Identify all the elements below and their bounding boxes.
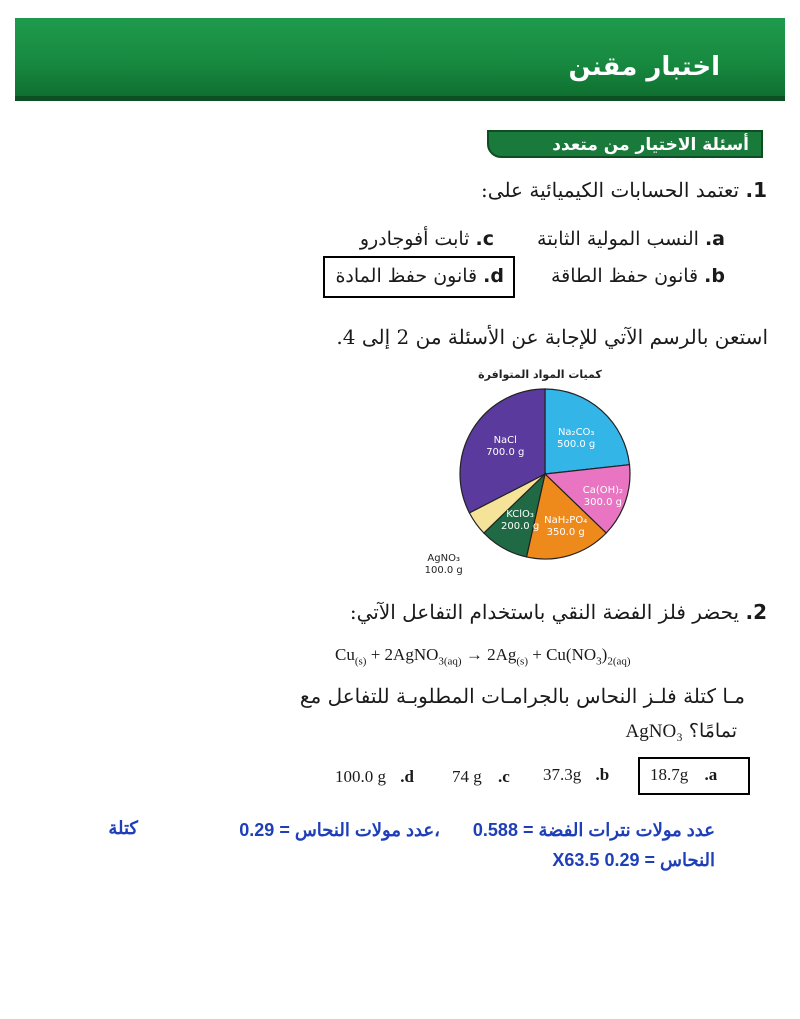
q1-option-b-text: قانون حفظ الطاقة	[551, 265, 699, 287]
q1-option-c-text: ثابت أفوجادرو	[359, 228, 470, 250]
q2-option-c-value: 74 g	[452, 767, 482, 786]
slice-label: AgNO₃	[427, 552, 460, 564]
solution-line1-part2: ،عدد مولات النحاس = 0.29	[239, 820, 440, 840]
q2-formula: AgNO₃	[625, 721, 683, 742]
instruction-text: استعن بالرسم الآتي للإجابة عن الأسئلة من 2 إلى 4.	[336, 325, 768, 349]
q1-option-d[interactable]	[335, 265, 504, 287]
solution-line1-part1: عدد مولات نترات الفضة = 0.588	[472, 820, 715, 840]
q2-option-a-letter: .a	[704, 765, 718, 784]
q2-option-a-value: 18.7g	[650, 765, 689, 784]
q2-option-d-letter: .d	[400, 767, 414, 786]
slice-value-label: 350.0 g	[546, 526, 585, 538]
equation-text: $Cu_{(s)}$ + 2AgNO$_{3(aq)}$ → $2Ag_{(s)} + Cu(NO_3)_{2(aq)}$	[335, 645, 631, 668]
slice-value-label: 500.0 g	[557, 439, 596, 451]
q1-option-b-letter: b.	[704, 265, 725, 287]
q2-question-line1: مـا كتلة فلـز النحاس بالجرامـات المطلوبـة للتفاعل مع	[299, 684, 745, 708]
slice-label: Ca(OH)₂	[582, 485, 624, 497]
q1-option-d-text: قانون حفظ المادة	[335, 265, 478, 287]
q1-stem	[481, 178, 767, 202]
slice-label: NaH₂PO₄	[544, 514, 588, 526]
slice-value-label: 200.0 g	[501, 520, 540, 532]
q2-option-b-value: 37.3g	[543, 765, 582, 784]
slice-value-label: 300.0 g	[583, 497, 622, 509]
slice-label: NaCl	[493, 434, 517, 446]
chart-title: كميات المواد المتوافرة	[478, 368, 602, 381]
q2-text: يحضر فلز الفضة النقي باستخدام التفاعل الآتي:	[349, 600, 740, 624]
q1-option-d-letter: d.	[483, 265, 504, 287]
q2-option-c[interactable]	[452, 767, 510, 787]
q1-option-c-letter: c.	[475, 228, 494, 250]
slice-label: KClO₃	[506, 508, 534, 520]
q2-equation	[335, 645, 631, 667]
section-title: أسئلة الاختيار من متعدد	[487, 130, 763, 158]
solution-line2: النحاس = 0.29 X63.5	[552, 850, 715, 870]
q2-question-text: تمامًا؟	[688, 720, 737, 742]
q2-question-line2	[626, 720, 737, 743]
q2-option-d[interactable]	[335, 767, 414, 787]
pie-chart	[424, 362, 650, 584]
q2-option-b-letter: .b	[595, 765, 610, 784]
slice-label: Na₂CO₃	[557, 427, 595, 439]
solution-line1-part3: كتلة	[108, 818, 138, 838]
q2-option-d-value: 100.0 g	[335, 767, 386, 786]
q2-option-a[interactable]	[650, 765, 717, 785]
slice-value-label: 100.0 g	[424, 564, 463, 576]
page-title: اختبار مقنن	[568, 52, 720, 82]
q2-stem	[350, 600, 767, 624]
q1-number: 1.	[745, 178, 767, 202]
q1-option-a-text: النسب المولية الثابتة	[537, 228, 699, 250]
q1-option-c[interactable]	[360, 228, 494, 250]
q1-option-b[interactable]	[551, 265, 725, 287]
q1-option-a[interactable]	[537, 228, 725, 250]
slice-value-label: 700.0 g	[486, 446, 525, 458]
q1-text: تعتمد الحسابات الكيميائية على:	[481, 178, 740, 202]
q2-option-c-letter: .c	[498, 767, 510, 786]
q1-option-a-letter: a.	[704, 228, 725, 250]
q2-number: 2.	[745, 600, 767, 624]
header-rule	[15, 96, 785, 101]
q2-option-b[interactable]	[543, 765, 609, 785]
